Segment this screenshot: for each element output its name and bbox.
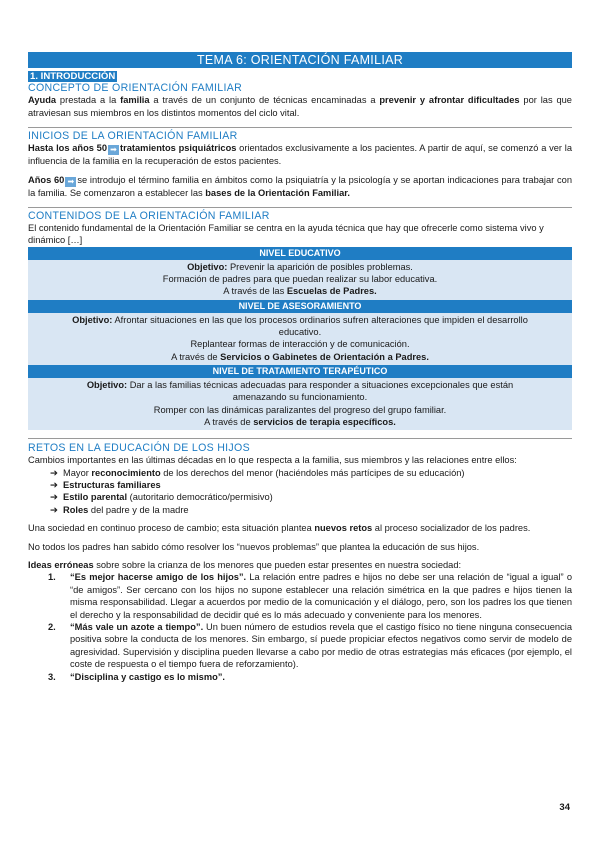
retos-heading: RETOS EN LA EDUCACIÓN DE LOS HIJOS: [28, 442, 250, 455]
arrow-right-icon: ➡: [108, 145, 119, 155]
retos-intro: Cambios importantes en las últimas décadas en lo que respecta a la familia, sus miembros y las relaciones entre ellos:: [28, 455, 517, 466]
list-item: 2. “Más vale un azote a tiempo”. Un buen número de estudios revela que el castigo físico no tiene ninguna consecuencia positiva sobre la conducta de los menores. Sin embargo, sí puede propiciar efectos negativos como servir de modelo de agresividad. Supervisión y disciplina pueden llevarse a cabo por medio de otras estrategias más eficaces (por ejemplo, el coste de respuesta o el tiempo fuera de reforzamiento).: [48, 621, 572, 670]
list-item: ➔ Estructuras familiares: [50, 479, 161, 490]
inicios-paragraph-2: Años 60 ➡ se introdujo el término familia en ámbitos como la psiquiatría y la psicología y se aportan indicaciones para trabajar con la familia. Se comenzaron a establecer las bases de la Orientación Familiar.: [28, 174, 572, 198]
page-title: TEMA 6: ORIENTACIÓN FAMILIAR: [28, 52, 572, 68]
concepto-paragraph: Ayuda prestada a la familia a través de un conjunto de técnicas encaminadas a prevenir y afrontar dificultades por las que atraviesan sus miembros en los distintos momentos del ciclo vital.: [28, 95, 572, 118]
arrow-right-icon: ➡: [65, 177, 76, 187]
level-educativo-body: Objetivo: Prevenir la aparición de posibles problemas. Formación de padres para que puedan realizar su labor educativa. A través de las Escuelas de Padres.: [28, 260, 572, 300]
document-page: [28, 52, 572, 683]
level-educativo-header: NIVEL EDUCATIVO: [28, 247, 572, 260]
retos-paragraph-2: No todos los padres han sabido cómo resolver los “nuevos problemas” que plantea la educación de sus hijos.: [28, 541, 480, 552]
list-item: ➔ Estilo parental (autoritario democrático/permisivo): [50, 492, 273, 503]
list-item: 3. “Disciplina y castigo es lo mismo”.: [48, 671, 225, 682]
level-asesoramiento-body: Objetivo: Afrontar situaciones en las que los procesos ordinarios sufren alteraciones que impiden el desarrollo educativo. Replantear formas de interacción y de comunicación. A través de Servicios o Gabinetes de Orientación a Padres.: [28, 313, 572, 365]
level-terapeutico-body: Objetivo: Dar a las familias técnicas adecuadas para responder a situaciones excepcionales que están amenazando su funcionamiento. Romper con las dinámicas paralizantes del progreso del grupo familiar. A través de servicios de terapia específicos.: [28, 378, 572, 430]
arrow-bullet-icon: ➔: [50, 479, 58, 490]
inicios-heading: INICIOS DE LA ORIENTACIÓN FAMILIAR: [28, 130, 238, 143]
arrow-bullet-icon: ➔: [50, 467, 58, 478]
retos-paragraph-1: Una sociedad en continuo proceso de cambio; esta situación plantea nuevos retos al proceso socializador de los padres.: [28, 523, 531, 534]
list-item: 1. “Es mejor hacerse amigo de los hijos”. La relación entre padres e hijos no debe ser una relación de “igual a igual” o “de amigos”. Ser cercano con los hijos no supone establecer una relación simétrica en la que padres e hijos tienen la misma responsabilidad. Llegar a acuerdos por medio de la comunicación y el diálogo, pero, son los padres los que tienen el derecho y la responsabilidad de decidir qué es lo más adecuado y conveniente para los menores.: [48, 572, 572, 620]
section-heading: 1. INTRODUCCIÓN: [30, 71, 116, 82]
divider: [28, 438, 572, 439]
list-item: ➔ Roles del padre y de la madre: [50, 504, 189, 515]
page-number: 34: [559, 802, 570, 813]
retos-list: [28, 467, 572, 517]
ideas-intro: Ideas erróneas sobre sobre la crianza de los menores que pueden estar presentes en nuestra sociedad:: [28, 559, 462, 570]
arrow-bullet-icon: ➔: [50, 492, 58, 503]
level-terapeutico-header: NIVEL DE TRATAMIENTO TERAPÉUTICO: [28, 365, 572, 378]
level-asesoramiento-header: NIVEL DE ASESORAMIENTO: [28, 300, 572, 313]
inicios-paragraph-1: Hasta los años 50 ➡ tratamientos psiquiátricos orientados exclusivamente a los pacientes. A partir de aquí, se comenzó a ver la influencia de la familia en la recuperación de estos pacientes.: [28, 143, 572, 167]
list-item: ➔ Mayor reconocimiento de los derechos del menor (haciéndoles más partícipes de su educación): [50, 467, 465, 478]
concepto-heading: CONCEPTO DE ORIENTACIÓN FAMILIAR: [28, 82, 243, 95]
divider: [28, 127, 572, 128]
divider: [28, 207, 572, 208]
contenidos-heading: CONTENIDOS DE LA ORIENTACIÓN FAMILIAR: [28, 210, 270, 223]
arrow-bullet-icon: ➔: [50, 504, 58, 515]
contenidos-intro: El contenido fundamental de la Orientación Familiar se centra en la ayuda técnica que hay que ofrecerle como sistema vivo y dinámico […]: [28, 223, 544, 246]
levels-table: [28, 247, 572, 430]
ideas-list: [28, 571, 572, 683]
